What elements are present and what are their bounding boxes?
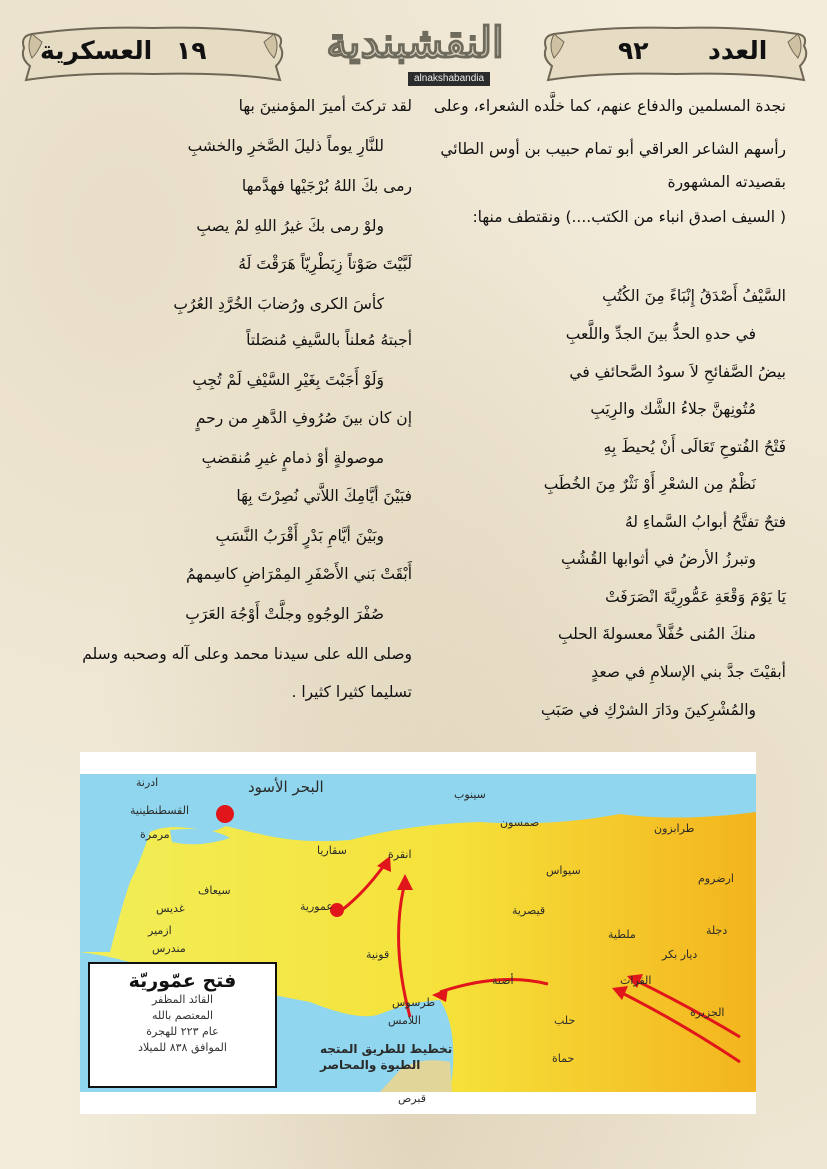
logo-latin: alnakshabandia (408, 72, 490, 86)
place-label: قونية (366, 948, 390, 961)
text-line: نجدة المسلمين والدفاع عنهم، كما خلَّده الشعراء، وعلى (433, 97, 786, 115)
poem-verse: موصولةٍ أوْ ذمامٍ غيرِ مُنقضبِ (201, 449, 384, 467)
place-label: الجزيرة (690, 1006, 725, 1019)
poem-verse: بيضُ الصَّفائحِ لاَ سودُ الصَّحائفِ في (569, 363, 786, 381)
page-header (0, 0, 827, 100)
issue-number: ٩٢ (618, 36, 649, 65)
right-header-scroll (540, 22, 812, 88)
poem-verse: وبَيْنَ أيَّامِ بَدْرٍ أَقْرَبُ النَّسَبِ (215, 527, 384, 545)
scroll-banner-icon (540, 22, 812, 88)
place-label: صمسون (500, 816, 540, 829)
place-label: سيعاف (198, 884, 231, 897)
place-label: حماة (552, 1052, 575, 1065)
place-label: دجلة (706, 924, 728, 937)
poem-verse: رمى بكَ اللهُ بُرْجَيْها فهدَّمها (241, 177, 412, 195)
place-label: ارضروم (698, 872, 734, 885)
page-number: ١٩ (176, 36, 207, 65)
place-label: عمورية (300, 900, 333, 913)
poem-verse: صُفْرَ الوجُوهِ وجلَّتْ أَوْجُهَ العَرَبِ (185, 605, 384, 623)
place-label: طرسوس (392, 996, 436, 1009)
place-label: اللامس (388, 1014, 421, 1027)
place-label: ديار بكر (662, 948, 698, 961)
poem-verse: لقد تركتَ أميرَ المؤمنينَ بها (238, 97, 412, 115)
capital-marker (216, 805, 234, 823)
place-label: ازمير (148, 924, 172, 937)
poem-verse: للنَّارِ يوماً ذليلَ الصَّخرِ والخشبِ (187, 137, 384, 155)
sea-label: البحر الأسود (248, 778, 324, 796)
text-line: رأسهم الشاعر العراقي أبو تمام حبيب بن أوس الطائي (440, 140, 786, 158)
poem-verse: أَبْقَتْ بَني الأَصْفَرِ المِمْرَاضِ كاسِمهمُ (185, 565, 412, 583)
place-label: أضنة (492, 974, 514, 987)
place-label: سقاريا (317, 844, 347, 857)
map-infobox (88, 962, 277, 1088)
infobox-line: عام ٢٢٣ للهجرة (146, 1025, 219, 1038)
infobox-title: فتح عمّوريّة (128, 970, 237, 992)
left-text-column (20, 95, 412, 715)
poem-verse: يَا يَوْمَ وَقْعَةِ عَمُّورِيَّةَ انْصَرَفَتْ (605, 588, 786, 606)
amorium-map (80, 752, 756, 1114)
place-label: قبرص (398, 1092, 426, 1105)
place-label: سيواس (546, 864, 581, 877)
poem-verse: كأسَ الكرى ورُضابَ الخُرَّدِ العُرُبِ (173, 295, 384, 313)
text-line: ( السيف اصدق انباء من الكتب....) ونقتطف منها: (472, 208, 786, 226)
right-text-column (416, 95, 786, 725)
place-label: مندرس (152, 942, 186, 955)
poem-verse: السَّيْفُ أَصْدَقُ إِنْبَاءً مِنَ الكُتُبِ (602, 287, 786, 305)
place-label: حلب (554, 1014, 576, 1027)
poem-verse: أجبتهُ مُعلناً بالسَّيفِ مُنصَلتاً (246, 331, 412, 349)
poem-verse: لَبَّيْتَ صَوْتاً زِبَطْرِيّاً هَرَقْتَ لَهُ (238, 255, 412, 273)
closing-text: تسليما كثيرا كثيرا . (291, 683, 412, 701)
place-label: انقرة (388, 848, 412, 861)
place-label: القسطنطينية (130, 804, 190, 817)
poem-verse: مُتُونِهنَّ جلاءُ الشَّك والرِيَبِ (590, 400, 756, 418)
poem-verse: ولوْ رمى بكَ غيرُ اللهِ لمْ يصبِ (196, 217, 384, 235)
place-label: مرمرة (140, 828, 170, 841)
place-label: طرابزون (654, 822, 695, 835)
place-label: ملطية (608, 928, 636, 941)
poem-verse: فتحٌ تفتَّحُ أبوابُ السَّماءِ لهُ (624, 513, 786, 531)
infobox-line: المعتصم بالله (151, 1009, 214, 1022)
place-label: غديس (156, 902, 185, 915)
poem-verse: أبقيْتَ جدَّ بني الإسلامِ في صعدٍ (591, 663, 786, 681)
map-caption: الطبوة والمحاصر (320, 1058, 421, 1072)
poem-verse: والمُشْرِكينَ ودَارَ الشرْكِ في صَبَبِ (540, 701, 756, 719)
text-line: بقصيدته المشهورة (667, 173, 786, 191)
place-label: ادرنة (136, 776, 159, 789)
map-caption: تخطيط للطريق المتجه (320, 1042, 453, 1056)
issue-label: العدد (708, 36, 768, 65)
place-label: سينوب (454, 788, 486, 801)
infobox-line: القائد المظفر (151, 993, 214, 1006)
place-label: قيصرية (512, 904, 546, 917)
left-header-scroll (18, 22, 288, 88)
infobox-line: الموافق ٨٣٨ للميلاد (138, 1041, 227, 1054)
place-label: الفرات (620, 974, 652, 987)
poem-verse: إن كان بينَ صُرُوفِ الدَّهرِ من رحمٍ (195, 409, 412, 427)
poem-verse: فَتْحُ الفُتوحِ تَعَالَى أَنْ يُحيطَ بِهِ (603, 438, 786, 456)
poem-verse: في حدهِ الحدُّ بينَ الجدِّ واللَّعبِ (565, 325, 756, 343)
logo-arabic: النقشبندية (326, 18, 504, 67)
poem-verse: فبَيْنَ أيَّامِكَ اللاَّتي نُصِرْتَ بِهَا (236, 487, 412, 505)
poem-verse: نَظْمٌ مِن الشعْرِ أَوْ نَثْرٌ مِنَ الخُطَبِ (543, 475, 756, 493)
poem-verse: وَلَوْ أَجَبْتَ بِغَيْرِ السَّيْفِ لَمْ تُجِبِ (192, 371, 384, 389)
section-label: العسكرية (40, 36, 153, 65)
magazine-logo (296, 14, 534, 86)
poem-verse: منكَ المُنى حُفَّلاً معسولةَ الحلبِ (557, 625, 756, 643)
poem-verse: وتبرزُ الأرضُ في أثوابها القُشُبِ (561, 550, 756, 568)
closing-text: وصلى الله على سيدنا محمد وعلى آله وصحبه وسلم (82, 645, 412, 663)
